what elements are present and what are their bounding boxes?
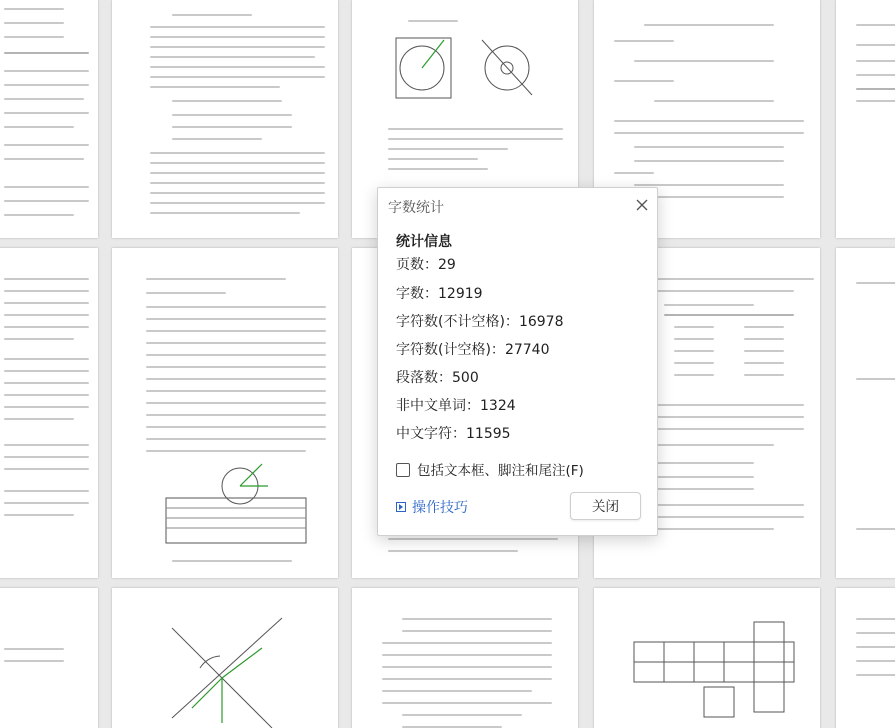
page-thumbnail[interactable]	[0, 588, 98, 728]
page-thumbnail[interactable]	[594, 588, 820, 728]
page-thumbnail[interactable]	[836, 588, 895, 728]
page-thumbnail[interactable]	[112, 248, 338, 578]
checkbox-box[interactable]	[396, 463, 410, 477]
stat-chars-no-spaces: 字符数(不计空格)：16978	[396, 314, 564, 330]
page-thumbnail[interactable]	[112, 0, 338, 238]
page-thumbnail[interactable]	[352, 588, 578, 728]
include-textboxes-checkbox[interactable]	[396, 459, 584, 479]
page-thumbnail[interactable]	[0, 248, 98, 578]
stat-pages: 页数：29	[396, 257, 456, 273]
figure-diagram	[624, 612, 804, 728]
close-button[interactable]: 关闭	[570, 492, 641, 520]
statistics-heading: 统计信息	[396, 234, 452, 250]
word-count-dialog[interactable]	[377, 187, 658, 536]
stat-paragraphs: 段落数：500	[396, 370, 479, 386]
stat-non-chinese-words: 非中文单词：1324	[396, 398, 516, 414]
stat-words: 字数：12919	[396, 286, 483, 302]
checkbox-label: 包括文本框、脚注和尾注(F)	[417, 463, 584, 479]
figure-diagram	[392, 30, 542, 120]
stat-chinese-chars: 中文字符：11595	[396, 426, 511, 442]
figure-diagram	[152, 608, 302, 728]
dialog-title: 字数统计	[388, 200, 444, 216]
stat-chars-with-spaces: 字符数(计空格)：27740	[396, 342, 550, 358]
page-thumbnail[interactable]	[836, 0, 895, 238]
play-icon	[396, 502, 406, 512]
close-icon[interactable]	[633, 196, 651, 214]
page-thumbnail[interactable]	[836, 248, 895, 578]
tips-link[interactable]: 操作技巧	[396, 497, 468, 517]
page-thumbnail[interactable]	[112, 588, 338, 728]
page-thumbnail[interactable]	[0, 0, 98, 238]
figure-diagram	[162, 458, 312, 548]
